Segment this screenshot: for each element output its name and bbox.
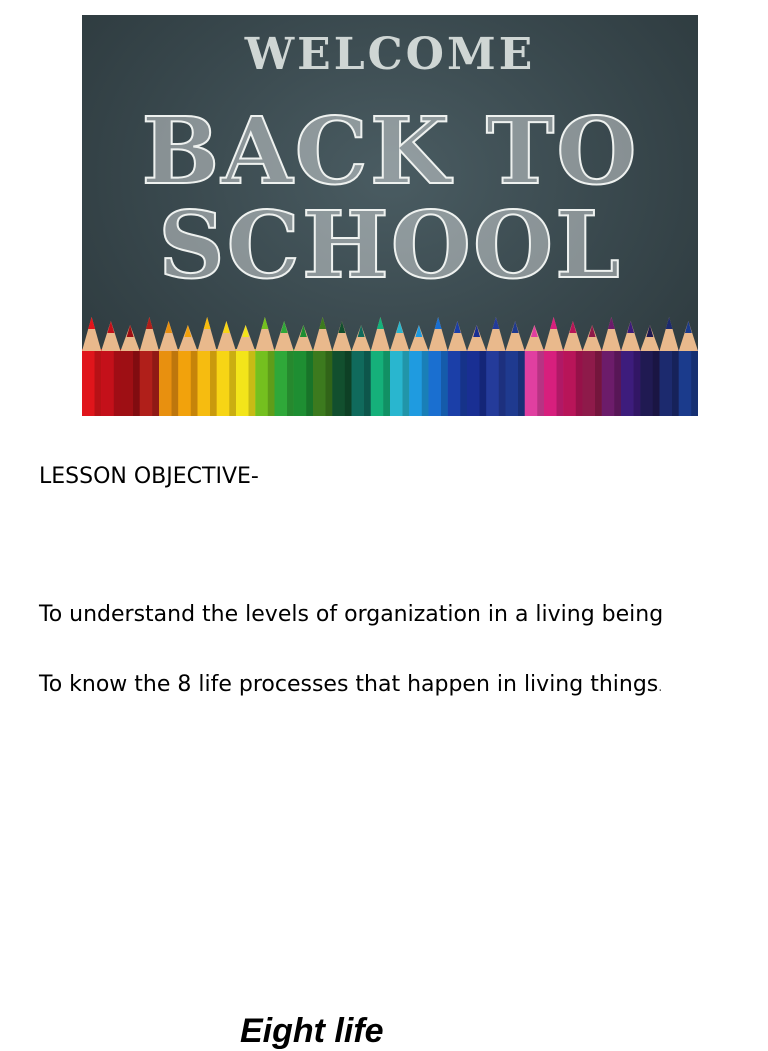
pencil xyxy=(159,321,179,416)
pencil xyxy=(121,325,141,416)
lesson-objective-heading: LESSON OBJECTIVE- xyxy=(39,464,259,489)
pencil xyxy=(409,325,429,416)
pencil xyxy=(217,321,237,416)
eight-life-processes-heading: Eight life xyxy=(240,1012,384,1050)
pencil xyxy=(140,317,160,416)
pencil xyxy=(429,317,449,416)
pencil xyxy=(390,321,410,416)
pencil xyxy=(583,325,603,416)
banner-welcome-text: WELCOME xyxy=(244,29,536,80)
pencil xyxy=(621,321,641,416)
pencil xyxy=(448,321,468,416)
pencil xyxy=(82,317,102,416)
pencil xyxy=(679,321,698,416)
pencil xyxy=(294,325,314,416)
pencil xyxy=(506,321,526,416)
back-to-school-banner xyxy=(82,15,698,416)
objective-life-processes xyxy=(39,672,662,697)
banner-school-text: SCHOOL xyxy=(158,191,622,299)
colored-pencils-row xyxy=(82,311,698,416)
pencil xyxy=(255,317,275,416)
pencil xyxy=(660,317,680,416)
pencil xyxy=(236,325,256,416)
pencil xyxy=(198,317,218,416)
pencil xyxy=(313,317,333,416)
pencil xyxy=(544,317,564,416)
pencil xyxy=(101,321,121,416)
pencil xyxy=(563,321,583,416)
pencil xyxy=(332,321,352,416)
pencil xyxy=(178,325,198,416)
objective-levels-of-organization: To understand the levels of organization in a living being xyxy=(39,602,664,627)
objective-life-processes-text: To know the 8 life processes that happen in living things xyxy=(39,672,659,697)
pencil xyxy=(525,325,545,416)
pencil xyxy=(486,317,506,416)
pencil xyxy=(352,325,372,416)
banner-back-to-text: BACK TO xyxy=(141,97,639,205)
pencil xyxy=(602,317,622,416)
pencil xyxy=(371,317,391,416)
objective-period: . xyxy=(658,680,663,695)
pencil xyxy=(467,325,487,416)
pencil xyxy=(640,325,660,416)
pencil xyxy=(275,321,295,416)
